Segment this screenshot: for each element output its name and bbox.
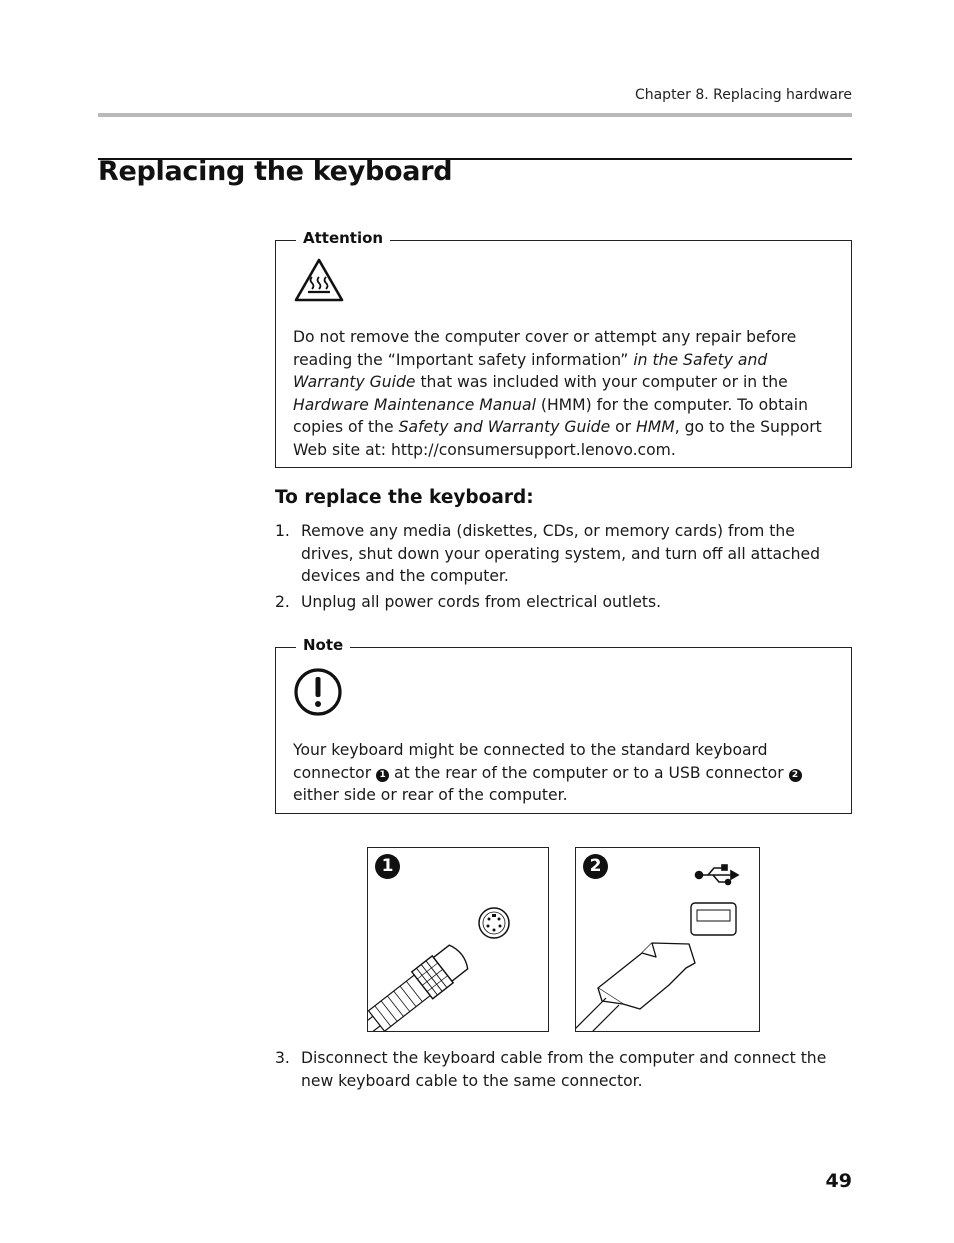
step-text: Unplug all power cords from electrical outlets.: [301, 593, 662, 611]
figure-ps2-connector: [367, 847, 549, 1032]
attention-box: [275, 229, 852, 468]
note-box: [275, 636, 852, 814]
page-title: Replacing the keyboard: [98, 156, 453, 187]
figure-usb-connector: [575, 847, 760, 1032]
step-number: 3.: [275, 1049, 290, 1067]
procedure-heading: To replace the keyboard:: [275, 487, 534, 508]
attention-text: Do not remove the computer cover or attempt any repair before reading the “Important safety information” in the Safety and Warranty Guide that was included with your computer or in the Hardware Maintenance Manual (HMM) for the computer. To obtain copies of the Safety and Warranty Guide or HMM, go to the Support Web site at: http://consumersupport.lenovo.com.: [293, 328, 822, 459]
hot-surface-warning-icon: [293, 257, 345, 307]
header-rule: [98, 113, 852, 117]
note-legend: Note: [296, 636, 350, 654]
page-number: 49: [825, 1170, 852, 1192]
running-header: Chapter 8. Replacing hardware: [634, 87, 852, 103]
step-text: Remove any media (diskettes, CDs, or memory cards) from the drives, shut down your operating system, and turn off all attached devices and the computer.: [301, 522, 820, 585]
figure-number-badge: 2: [583, 854, 608, 879]
step-text: Disconnect the keyboard cable from the computer and connect the new keyboard cable to the same connector.: [301, 1049, 827, 1090]
callout-2-marker: 2: [789, 769, 802, 782]
figure-number-badge: 1: [375, 854, 400, 879]
usb-connector-icon: [576, 848, 759, 1031]
exclamation-icon: [293, 668, 343, 722]
callout-1-marker: 1: [376, 769, 389, 782]
step-number: 1.: [275, 522, 290, 540]
step-number: 2.: [275, 593, 290, 611]
ps2-keyboard-connector-icon: [368, 848, 548, 1031]
attention-legend: Attention: [296, 229, 390, 247]
note-text: Your keyboard might be connected to the standard keyboard connector 1 at the rear of the computer or to a USB connector 2 either side or rear of the computer.: [293, 739, 833, 807]
